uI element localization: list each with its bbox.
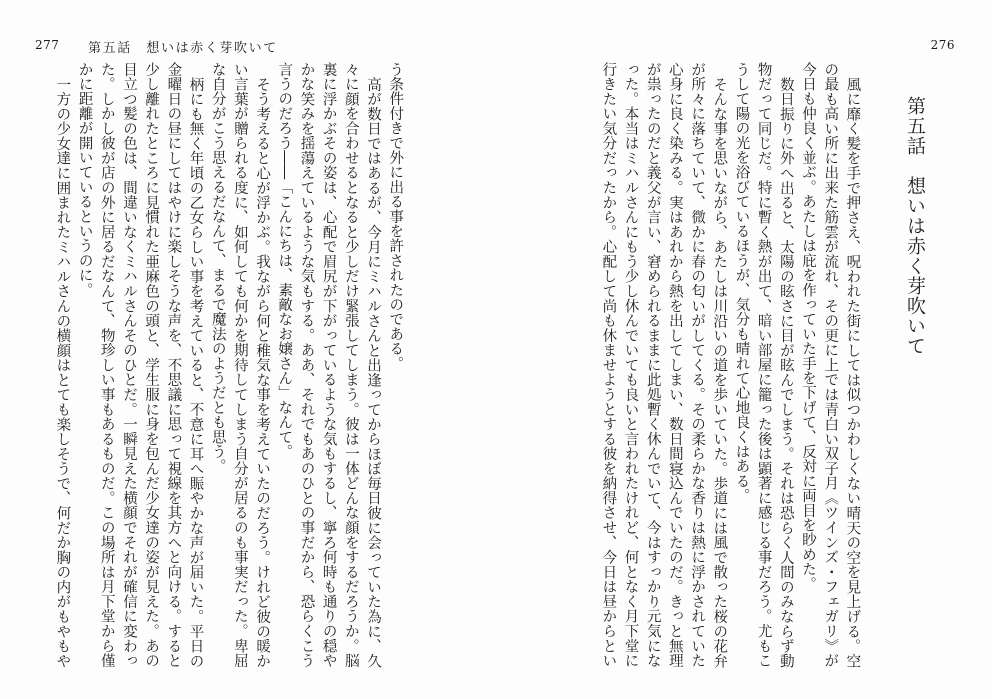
text-column: そんな事を思いながら、あたしは川沿いの道を歩いていた。歩道には風で散った桜の花弁 [711, 76, 728, 668]
text-column: が所々に落ちていて、微かに春の匂いがしてくる。その柔らかな香りは熱に浮かされていた [689, 62, 706, 668]
text-column: かに距離が開いているというのに。 [76, 62, 93, 298]
page-number-right: 276 [930, 38, 955, 52]
text-column: うして陽の光を浴びているほうが、気分も晴れて心地良くはある。 [733, 62, 750, 503]
text-column: 行きたい気分だったから。心配して尚も休ませようとする彼を納得させ、今日は昼からとい [600, 62, 617, 668]
text-column: 柄にも無く年頃の乙女らしい事を考えていると、不意に耳へ賑やかな声が届いた。平日の [187, 76, 204, 668]
page-number-left: 277 [35, 38, 60, 52]
text-column: が祟ったのだと義父が言い、窘められるままに此処暫く休んでいて、今はすっかり元気にな [644, 62, 661, 668]
text-column: 物だって同じだ。特に暫く熱が出て、暗い部屋に籠った後は顕著に感じる事だろう。尤もこ [755, 62, 772, 668]
text-column: 今日も仲良く並ぶ。あたしは庇を作っていた手を下げて、反対に両目を眇めた。 [800, 62, 817, 592]
text-column: 金曜日の昼にしてはやけに楽しそうな声を、不思議に思って視線を其方へと向ける。すると [165, 62, 182, 668]
left-page-body [51, 62, 406, 668]
text-column: そう考えると心が浮かぶ。我ながら何と稚気な事を考えていたのだろう。けれど彼の暖か [254, 76, 271, 668]
text-column: 数日振りに外へ出ると、太陽の眩さに目が眩んでしまう。それは恐らく人間のみならず動 [777, 76, 794, 668]
text-column: 風に靡く髪を手で押さえ、呪われた街にしては似つかわしくない晴天の空を見上げる。空 [844, 76, 861, 668]
text-column: かな笑みを揺蕩えているような気もする。ああ、それでもあのひとの事だから、恐らくこう [298, 62, 315, 668]
text-column: た。しかし彼が店の外に居るだなんて、物珍しい事もあるものだ。この場所は月下堂から僅 [98, 62, 115, 668]
text-column: 少し離れたところに見慣れた亜麻色の頭と、学生服に身を包んだ少女達の姿が見えた。あの [143, 62, 160, 668]
text-column: 目立つ髪の色は、間違いなくミハルさんそのひとだ。一瞬見えた横顔でそれが確信に変わっ [120, 62, 137, 668]
text-column: 高が数日ではあるが、今月にミハルさんと出逢ってからほぼ毎日彼に会っていた為に、久 [365, 76, 381, 668]
text-column: 裏に浮かぶその姿は、心配で眉尻が下がっているような気もするし、寧ろ何時も通りの穏や [320, 62, 337, 668]
text-column: った。本当はミハルさんにもう少し休んでいても良いと言われたけれど、何となく月下堂に [622, 62, 639, 668]
chapter-title: 第五話 想いは赤く芽吹いて [904, 96, 926, 356]
running-head: 第五話 想いは赤く芽吹いて [88, 41, 278, 56]
text-column: い言葉が贈られる度に、如何しても何かを期待してしまう自分が居るのも事実だった。卑屈 [231, 62, 248, 668]
right-page-body [597, 62, 863, 668]
text-column: 一方の少女達に囲まれたミハルさんの横顔はとても楽しそうで、何だか胸の内がもやもや [54, 76, 71, 668]
text-column: う条件付きで外に出る事を許されたのである。 [387, 62, 404, 371]
text-column: 言うのだろう――「こんにちは、素敵なお嬢さん」なんて。 [276, 62, 293, 459]
text-column: 心身に良く染みる。実はあれから熱を出してしまい、数日間寝込んでいたのだ。きっと無理 [666, 62, 683, 668]
text-column: な自分がこう思えるだなんて、まるで魔法のようだとも思う。 [209, 62, 226, 474]
text-column: の最も高い所に出来た筋雲が流れ、その更に上では青白い双子月《ツインズ・フェガリ》が [822, 62, 839, 668]
text-column: 々に顔を合わせるとなると少しだけ緊張してしまう。彼は一体どんな顔をするだろうか。脳 [342, 62, 359, 668]
